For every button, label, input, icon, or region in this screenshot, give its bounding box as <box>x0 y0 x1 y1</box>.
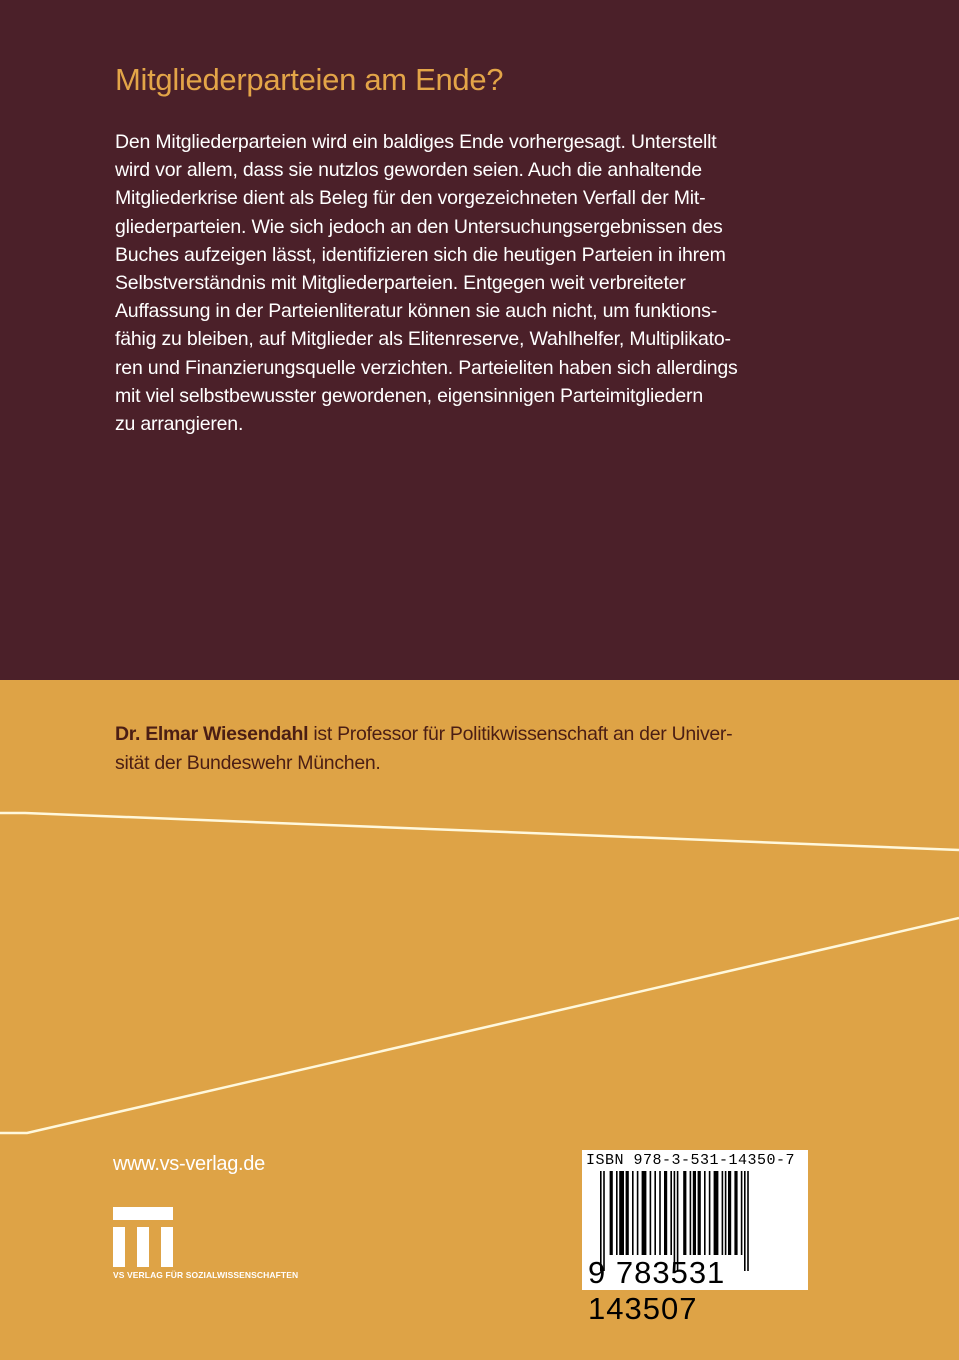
barcode-bar <box>690 1171 692 1255</box>
barcode-bar <box>650 1171 652 1255</box>
blurb-line: ren und Finanzierungsquelle verzichten. Parteieliten haben sich allerdings <box>115 356 738 379</box>
barcode-bar <box>693 1171 696 1255</box>
barcode-bar <box>709 1171 711 1255</box>
barcode-bar <box>728 1171 731 1255</box>
author-bio-line1: ist Professor für Politikwissenschaft an der Univer- <box>308 723 733 745</box>
blurb-line: zu arrangieren. <box>115 413 244 436</box>
blurb-line: Den Mitgliederparteien wird ein baldiges Ende vorhergesagt. Unterstellt <box>115 131 717 153</box>
barcode-bar <box>741 1171 743 1255</box>
publisher-url[interactable]: www.vs-verlag.de <box>113 1153 265 1175</box>
barcode-bar <box>714 1171 719 1255</box>
blurb-line: mit viel selbstbewusster gewordenen, eigensinnigen Parteimitgliedern <box>115 384 703 407</box>
decorative-line-upper <box>0 813 959 850</box>
decorative-line-lower <box>0 918 959 1133</box>
barcode-bar <box>610 1171 613 1255</box>
blurb-line: Selbstverständnis mit Mitgliederparteien. Entgegen weit verbreiteter <box>115 272 686 295</box>
barcode-bar <box>734 1171 737 1255</box>
barcode-bar <box>704 1171 706 1255</box>
ean-number: 9 783531 143507 <box>588 1255 726 1326</box>
barcode-bar <box>725 1171 727 1255</box>
author-bio-line2: sität der Bundeswehr München. <box>115 752 381 774</box>
barcode-bar <box>616 1171 618 1255</box>
blurb-line: Auffassung in der Parteienliteratur können sie auch nicht, um funktions- <box>115 300 718 323</box>
barcode-bar <box>659 1171 661 1255</box>
barcode-bar <box>664 1171 667 1255</box>
barcode-bar <box>642 1171 647 1255</box>
isbn-text: ISBN 978-3-531-14350-7 <box>586 1152 796 1169</box>
barcode-bar <box>698 1171 701 1255</box>
blurb-line: wird vor allem, dass sie nutzlos geworden seien. Auch die anhaltende <box>115 159 702 182</box>
blurb-line: gliederparteien. Wie sich jedoch an den Untersuchungsergebnissen des <box>115 215 723 238</box>
blurb-line: Buches aufzeigen lässt, identifizieren sich die heutigen Parteien in ihrem <box>115 243 726 266</box>
barcode-bar <box>683 1171 686 1255</box>
barcode-bar <box>626 1171 629 1255</box>
barcode-bar <box>670 1171 672 1255</box>
publisher-logo <box>113 1207 173 1267</box>
barcode-bar <box>654 1171 656 1255</box>
book-title: Mitgliederparteien am Ende? <box>115 62 504 97</box>
barcode-bar <box>722 1171 724 1255</box>
author-name: Dr. Elmar Wiesendahl <box>115 723 309 745</box>
blurb-line: fähig zu bleiben, auf Mitglieder als Elitenreserve, Wahlhelfer, Multiplikato- <box>115 328 731 351</box>
blurb-line: Mitgliederkrise dient als Beleg für den vorgezeichneten Verfall der Mit- <box>115 187 706 210</box>
isbn-barcode <box>582 1150 808 1326</box>
barcode-bar <box>632 1171 634 1255</box>
barcode-bar <box>619 1171 624 1255</box>
barcode-bar <box>637 1171 639 1255</box>
publisher-logo-text: VS VERLAG FÜR SOZIALWISSENSCHAFTEN <box>113 1270 299 1280</box>
